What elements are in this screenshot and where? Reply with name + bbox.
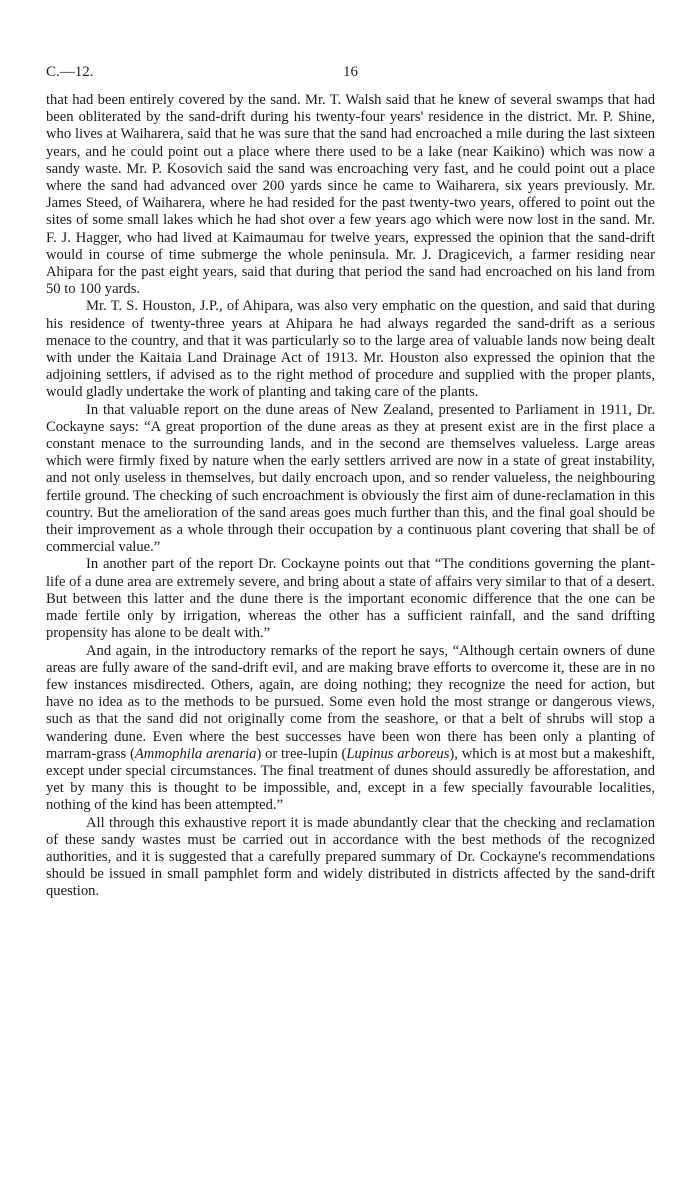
paragraph-4: In another part of the report Dr. Cockayne points out that “The conditions governing the plant-life of a dune area are extremely severe, and bring about a state of affairs very similar to that of a desert. But between this latter and the dune there is the important economic difference that the one can be made fertile only by irrigation, whereas the other has a sufficient rainfall, and the sand drifting propensity has alone to be dealt with.”	[46, 556, 655, 642]
body-text	[46, 92, 655, 901]
paragraph-5-part-2: ) or tree-lupin (	[256, 745, 347, 762]
paragraph-1: that had been entirely covered by the sand. Mr. T. Walsh said that he knew of several swamps that had been obliterated by the sand-drift during his twenty-four years' residence in the district. Mr. P. Shine, who lives at Waiharera, said that he was sure that the sand had encroached a mile during the last sixteen years, and he could point out a place where there used to be a lake (near Kaikino) which was now a sandy waste. Mr. P. Kosovich said the sand was encroaching very fast, and he could point out a place where the sand had advanced over 200 yards since he came to Waiharera, six years previously. Mr. James Steed, of Waiharera, where he had resided for the past twenty-two years, offered to point out the sites of some small lakes which he had shot over a few years ago which were now lost in the sand. Mr. F. J. Hagger, who had lived at Kaimaumau for twelve years, expressed the opinion that the sand-drift would in course of time submerge the whole peninsula. Mr. J. Dragicevich, a farmer residing near Ahipara for the past eight years, said that during that period the sand had encroached on his land from 50 to 100 yards.	[46, 92, 655, 298]
paragraph-5-part-3: ), which is at most but a makeshift, except under special circumstances. The final treatment of dunes should assuredly be afforestation, and yet by many this is thought to be impossible, and, except in a few specially favourable localities, nothing of the kind has been attempted.”	[46, 745, 655, 814]
page-number: 16	[343, 64, 358, 80]
paragraph-3: In that valuable report on the dune areas of New Zealand, presented to Parliament in 1911, Dr. Cockayne says: “A great proportion of the dune areas as they at present exist are in the first place a constant menace to the surrounding lands, and in the second are themselves valueless. Large areas which were firmly fixed by nature when the early settlers arrived are now in a state of great instability, and not only useless in themselves, but daily encroach upon, and so render valueless, the neighbouring fertile ground. The checking of such encroachment is obviously the first aim of dune-reclamation in this country. But the amelioration of the sand areas goes much further than this, and the final goal should be their improvement as a whole through their occupation by a continuous plant covering that shall be of commercial value.”	[46, 401, 655, 556]
species-name-marram: Ammophila arenaria	[134, 745, 257, 762]
paragraph-2: Mr. T. S. Houston, J.P., of Ahipara, was also very emphatic on the question, and said that during his residence of twenty-three years at Ahipara he had always regarded the sand-drift as a serious menace to the country, and that it was particularly so to the large area of valuable lands now being dealt with under the Kaitaia Land Drainage Act of 1913. Mr. Houston also expressed the opinion that the adjoining settlers, if advised as to the right method of procedure and supplied with the proper plants, would gladly undertake the work of planting and taking care of the plants.	[46, 298, 655, 401]
paragraph-5-part-1: And again, in the introductory remarks of the report he says, “Although certain owners of dune areas are fully aware of the sand-drift evil, and are making brave efforts to overcome it, these are in no few instances misdirected. Others, again, are doing nothing; they recognize the need for action, but have no idea as to the methods to be pursued. Some even hold the most strange or dangerous views, such as that the sand did not originally come from the seashore, or that a belt of shrubs will stop a wandering dune. Even where the best successes have been won there has been only a planting of marram-grass (	[46, 642, 655, 762]
species-name-lupin: Lupinus arboreus	[346, 745, 450, 762]
document-reference: C.—12.	[46, 64, 94, 80]
paragraph-5	[46, 643, 655, 815]
page-header	[46, 64, 655, 86]
paragraph-6: All through this exhaustive report it is made abundantly clear that the checking and reclamation of these sandy wastes must be carried out in accordance with the best methods of the recognized authorities, and it is suggested that a carefully prepared summary of Dr. Cockayne's recommendations should be issued in small pamphlet form and widely distributed in districts affected by the sand-drift question.	[46, 814, 655, 900]
